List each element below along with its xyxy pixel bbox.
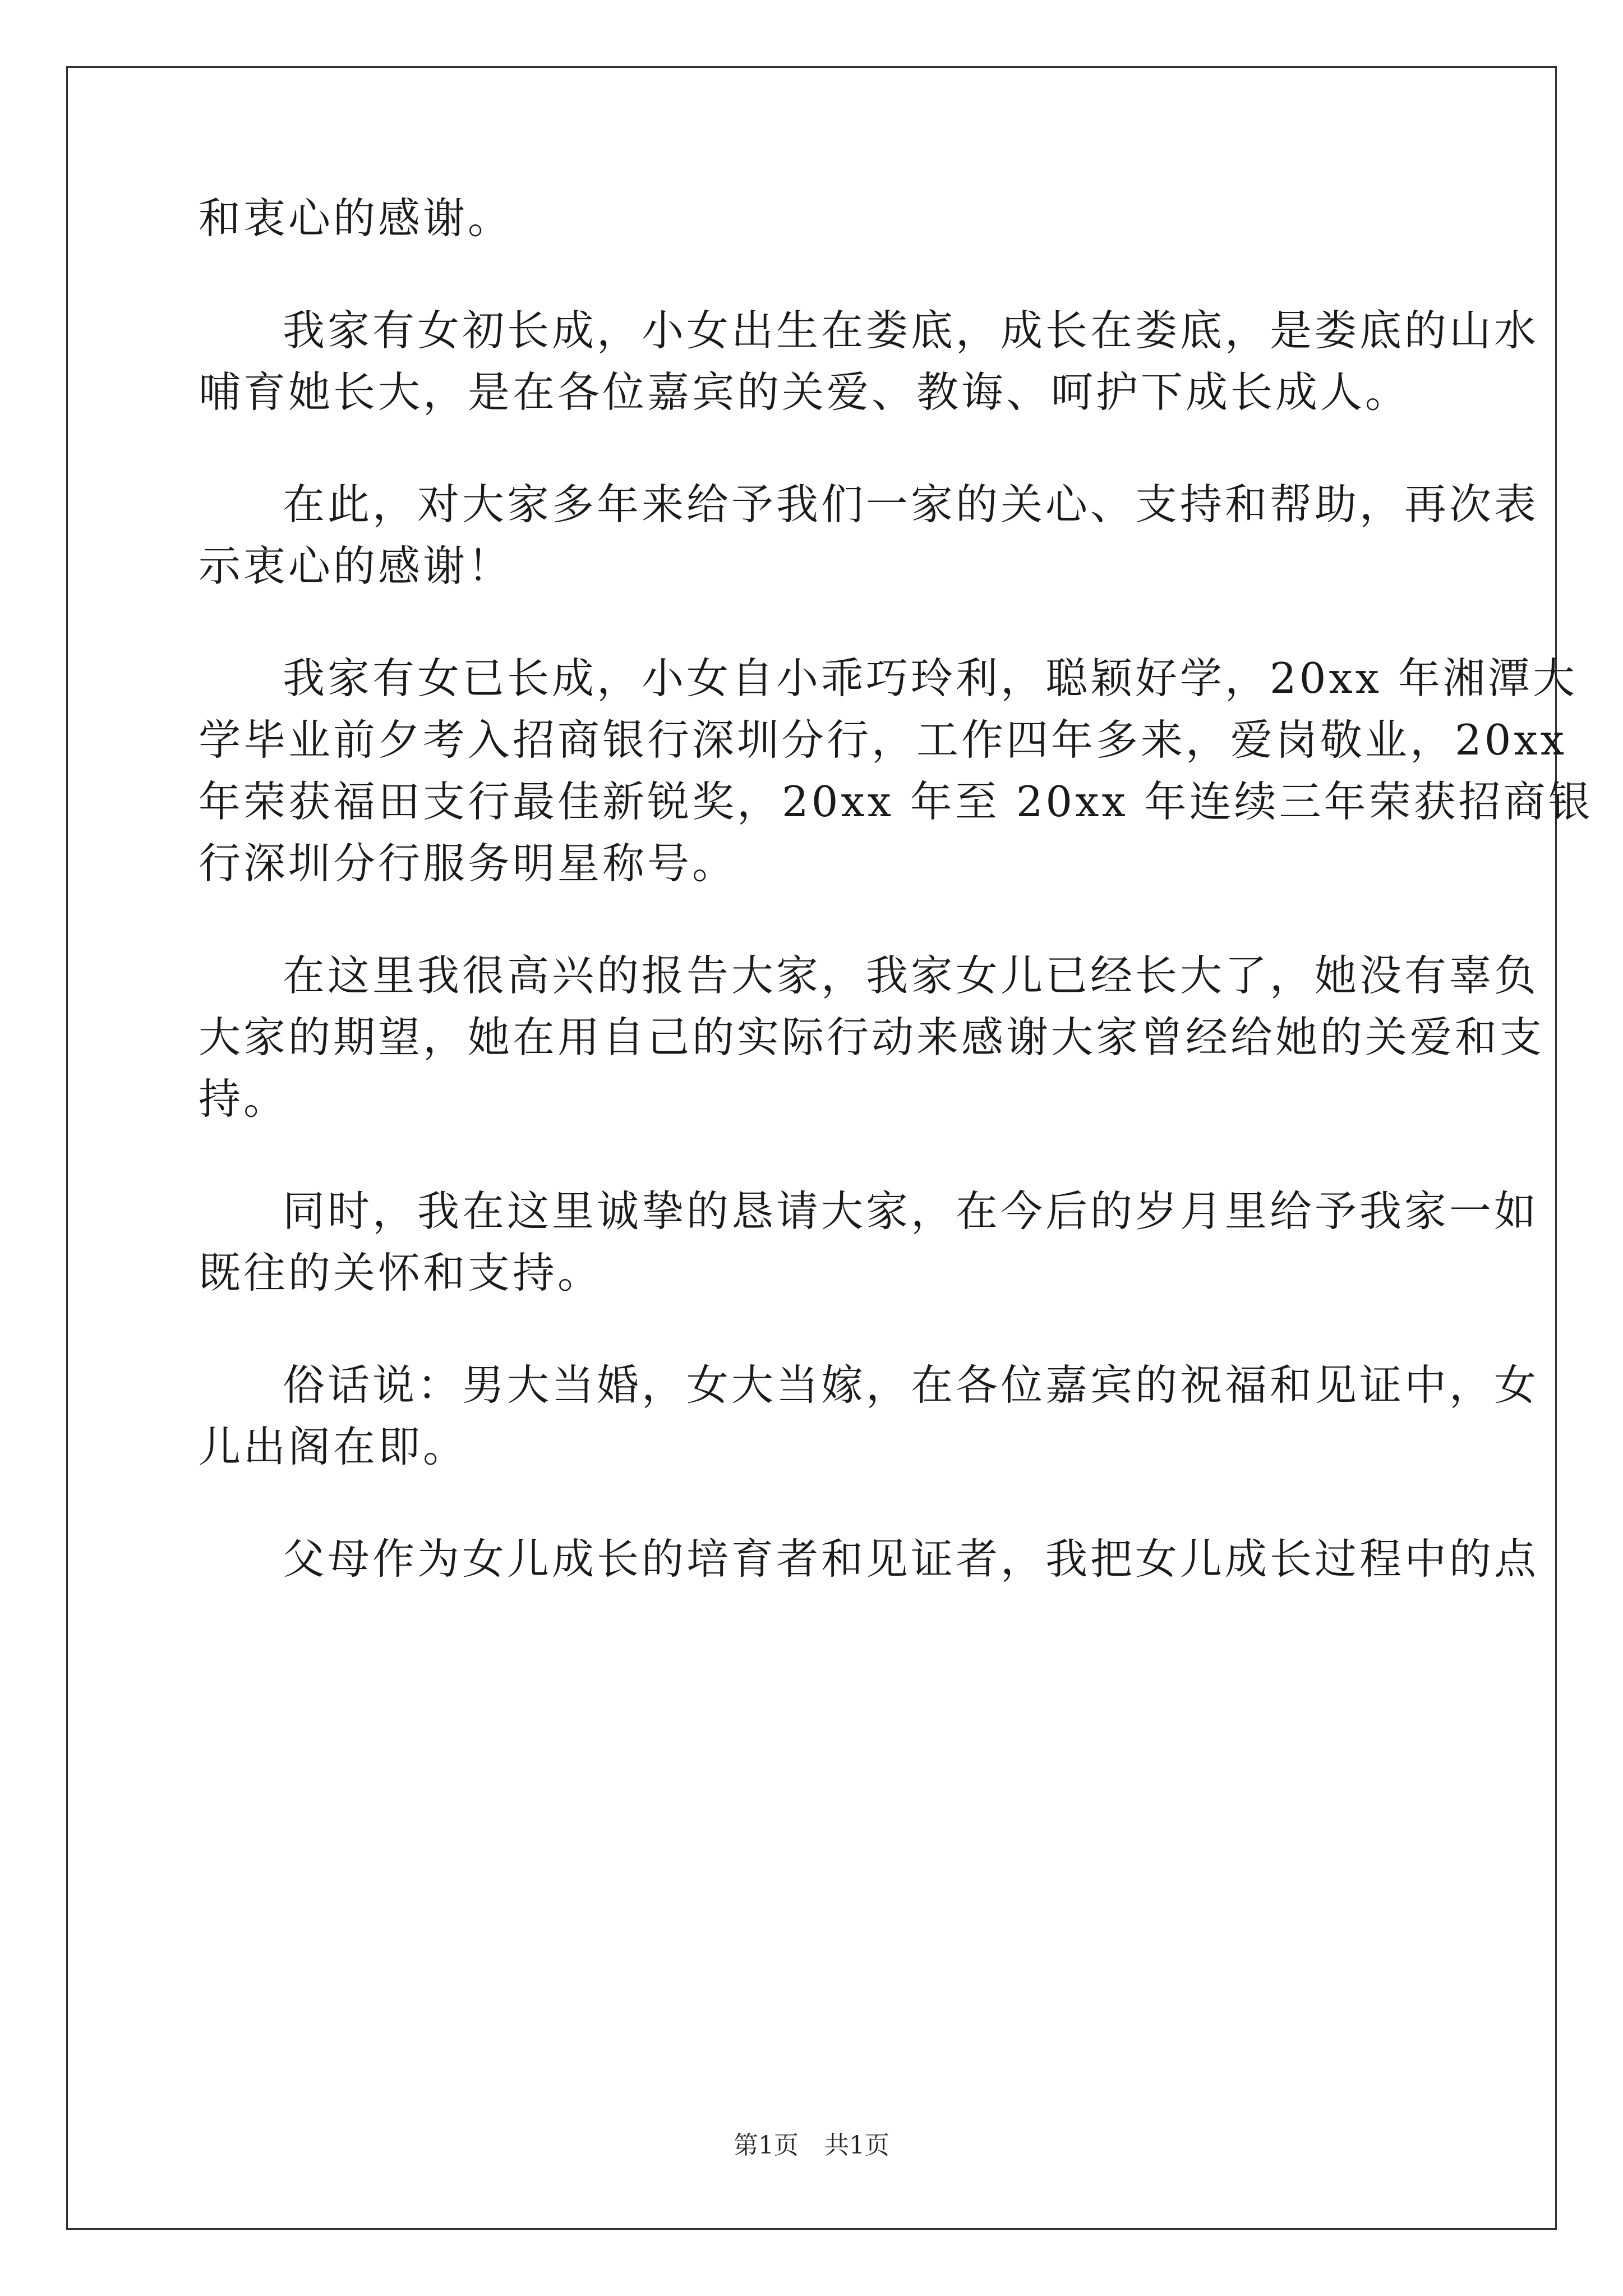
document-body <box>199 187 1593 1590</box>
text-line: 大家的期望，她在用自己的实际行动来感谢大家曾经给她的关爱和支 <box>199 1013 1545 1062</box>
text-line: 同时，我在这里诚挚的恳请大家，在今后的岁月里给予我家一如 <box>283 1186 1539 1236</box>
paragraph <box>199 300 1539 423</box>
page-total: 共1页 <box>824 2131 889 2160</box>
paragraph <box>199 473 1539 597</box>
text-line: 学毕业前夕考入招商银行深圳分行，工作四年多来，爱岗敬业，20xx <box>199 715 1567 765</box>
text-line: 和衷心的感谢。 <box>199 194 513 243</box>
text-line: 在这里我很高兴的报告大家，我家女儿已经长大了，她没有辜负 <box>283 951 1539 1000</box>
paragraph <box>199 1354 1539 1478</box>
text-line: 在此，对大家多年来给予我们一家的关心、支持和帮助，再次表 <box>283 480 1539 529</box>
text-line: 哺育她长大，是在各位嘉宾的关爱、教诲、呵护下成长成人。 <box>199 367 1410 417</box>
text-line: 年荣获福田支行最佳新锐奖，20xx 年至 20xx 年连续三年荣获招商银 <box>199 777 1593 826</box>
text-line: 我家有女初长成，小女出生在娄底，成长在娄底，是娄底的山水 <box>283 306 1539 355</box>
paragraph <box>199 187 1432 249</box>
paragraph <box>199 945 1545 1130</box>
text-line: 行深圳分行服务明星称号。 <box>199 839 737 888</box>
text-line: 持。 <box>199 1074 289 1124</box>
text-line: 既往的关怀和支持。 <box>199 1248 603 1297</box>
text-line: 示衷心的感谢！ <box>199 541 513 591</box>
text-line: 我家有女已长成，小女自小乖巧玲利，聪颖好学，20xx 年湘潭大 <box>283 654 1578 703</box>
paragraph <box>199 1528 1539 1590</box>
page-footer <box>0 2125 1623 2161</box>
text-line: 俗话说：男大当婚，女大当嫁，在各位嘉宾的祝福和见证中，女 <box>283 1360 1539 1410</box>
text-line: 儿出阁在即。 <box>199 1422 468 1471</box>
text-line: 父母作为女儿成长的培育者和见证者，我把女儿成长过程中的点 <box>283 1534 1539 1584</box>
paragraph <box>199 1180 1539 1304</box>
page-number: 第1页 <box>734 2131 799 2160</box>
paragraph <box>199 647 1593 894</box>
